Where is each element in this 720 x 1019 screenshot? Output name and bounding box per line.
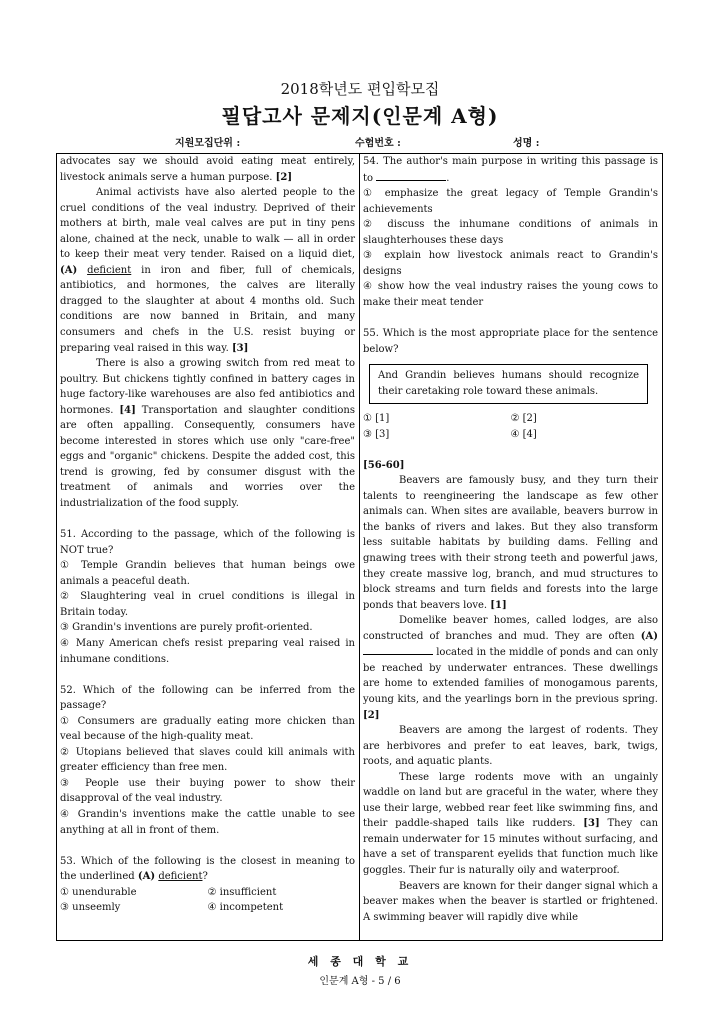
underlined-word: deficient	[87, 264, 132, 276]
sentence-box: And Grandin believes humans should recognize their caretaking role toward these animals.	[369, 364, 648, 404]
options-row	[363, 427, 658, 443]
passage-paragraph: There is also a growing switch from red meat to poultry. But chickens tightly confined in battery cages in huge factory-like warehouses are also fed antibiotics and hormones. [4] Transportation and slaughter conditions are often appalling. Consequently, consumers have become interested in stores which use only "care-free" eggs and "organic" chickens. Despite the added cost, this trend is growing, fed by consumer disgust with the treatment of animals and worries over the industrialization of the food supply.	[60, 358, 355, 510]
right-column	[363, 154, 658, 925]
option[interactable]: ④ incompetent	[207, 902, 284, 914]
marker-4: [4]	[119, 404, 136, 416]
marker-3: [3]	[583, 818, 600, 830]
option[interactable]: ① unendurable	[60, 886, 137, 898]
option[interactable]: ② Slaughtering veal in cruel conditions is illegal in Britain today.	[60, 591, 355, 618]
passage-paragraph: Domelike beaver homes, called lodges, are also constructed of branches and mud. They are often (A) located in the middle of ponds and can only be reached by underwater entrances. These dwellings are home to extended families of monogamous parents, young kits, and the yearlings born in the previous spring. [2]	[363, 615, 658, 721]
passage-paragraph: Beavers are famously busy, and they turn their talents to reengineering the landscape as few other animals can. When sites are available, beavers burrow in the banks of rivers and lakes. But they also transform less suitable habitats by building dams. Felling and gnawing trees with their strong teeth and powerful jaws, they create massive log, branch, and mud structures to block streams and turn fields and forests into the large ponds that beavers love. [1]	[363, 475, 658, 611]
passage-paragraph: Beavers are known for their danger signal which a beaver makes when the beaver is startled or frightened. A swimming beaver will rapidly dive while	[363, 880, 658, 923]
option[interactable]: ④ [4]	[510, 428, 537, 440]
option[interactable]: ② Utopians believed that slaves could kill animals with greater efficiency than free men.	[60, 746, 355, 774]
left-column	[60, 154, 355, 916]
unit-label: 지원모집단위 :	[175, 138, 241, 149]
option[interactable]: ③ Grandin's inventions are purely profit-oriented.	[60, 622, 313, 634]
option[interactable]: ④ Many American chefs resist preparing veal raised in inhumane conditions.	[60, 637, 355, 665]
year-title: 2018학년도 편입학모집	[280, 80, 440, 98]
marker-2: [2]	[363, 709, 380, 721]
passage-paragraph: advocates say we should avoid eating meat entirely, livestock animals serve a human purpose. [2]	[60, 156, 355, 183]
marker-2: [2]	[275, 171, 293, 183]
options-row	[363, 411, 658, 427]
question-55: 55. Which is the most appropriate place for the sentence below?	[363, 328, 658, 355]
option[interactable]: ② [2]	[510, 413, 537, 425]
question-range: [56-60]	[363, 459, 405, 471]
option[interactable]: ③ explain how livestock animals react to Grandin's designs	[363, 250, 658, 277]
page-number: 인문계 A형 - 5 / 6	[319, 976, 401, 987]
question-54: 54. The author's main purpose in writing this passage is to .	[363, 156, 658, 184]
column-divider	[359, 154, 360, 940]
option[interactable]: ④ Grandin's inventions make the cattle unable to see anything at all in front of them.	[60, 808, 355, 836]
exam-number-label: 수험번호 :	[355, 138, 401, 149]
option[interactable]: ① emphasize the great legacy of Temple Grandin's achievements	[363, 188, 658, 215]
option[interactable]: ③ unseemly	[60, 902, 121, 914]
marker-a: (A)	[60, 264, 78, 276]
option[interactable]: ② discuss the inhumane conditions of animals in slaughterhouses these days	[363, 219, 658, 246]
exam-frame	[56, 153, 663, 941]
option[interactable]: ① [1]	[363, 413, 390, 425]
option[interactable]: ② insufficient	[207, 886, 277, 898]
school-name: 세 종 대 학 교	[307, 955, 413, 968]
name-label: 성명 :	[513, 138, 540, 149]
question-51: 51. According to the passage, which of the following is NOT true?	[60, 529, 355, 556]
option[interactable]: ① Temple Grandin believes that human beings owe animals a peaceful death.	[60, 560, 355, 587]
marker-a: (A)	[640, 630, 658, 642]
passage-paragraph: These large rodents move with an ungainly waddle on land but are graceful in the water, where they use their large, webbed rear feet like swimming fins, and their paddle-shaped tails like rudders. [3] They can remain underwater for 15 minutes without surfacing, and have a set of transparent eyelids that function much like goggles. Their fur is naturally oily and waterproof.	[363, 771, 659, 876]
answer-blank	[363, 644, 433, 655]
option[interactable]: ③ [3]	[363, 428, 390, 440]
option[interactable]: ④ show how the veal industry raises the young cows to make their meat tender	[363, 281, 658, 308]
option[interactable]: ③ People use their buying power to show their disapproval of the veal industry.	[60, 777, 355, 805]
options-row	[60, 900, 355, 916]
marker-1: [1]	[490, 599, 507, 611]
passage-paragraph: Animal activists have also alerted people to the cruel conditions of the veal industry. Deprived of their mothers at birth, male veal calves are put in tiny pens alone, chained at the neck, unable to walk — all in order to keep their meat very tender. Raised on a liquid diet, (A) deficient in iron and fiber, full of chemicals, antibiotics, and hormones, the calves are literally dragged to the slaughter at about 4 months old. Such conditions are now banned in Britain, and many consumers and chefs in the U.S. resist buying or preparing veal raised in this way. [3]	[60, 187, 355, 354]
option[interactable]: ① Consumers are gradually eating more chicken than veal because of the high-quality meat.	[60, 715, 355, 743]
options-row	[60, 885, 355, 901]
question-53: 53. Which of the following is the closest in meaning to the underlined (A) deficient?	[60, 855, 355, 883]
exam-title: 필답고사 문제지(인문계 A형)	[221, 104, 499, 128]
passage-paragraph: Beavers are among the largest of rodents. They are herbivores and prefer to eat leaves, bark, twigs, roots, and aquatic plants.	[363, 725, 658, 768]
marker-3: [3]	[231, 342, 249, 354]
answer-blank	[376, 170, 446, 181]
question-52: 52. Which of the following can be inferred from the passage?	[60, 684, 355, 712]
